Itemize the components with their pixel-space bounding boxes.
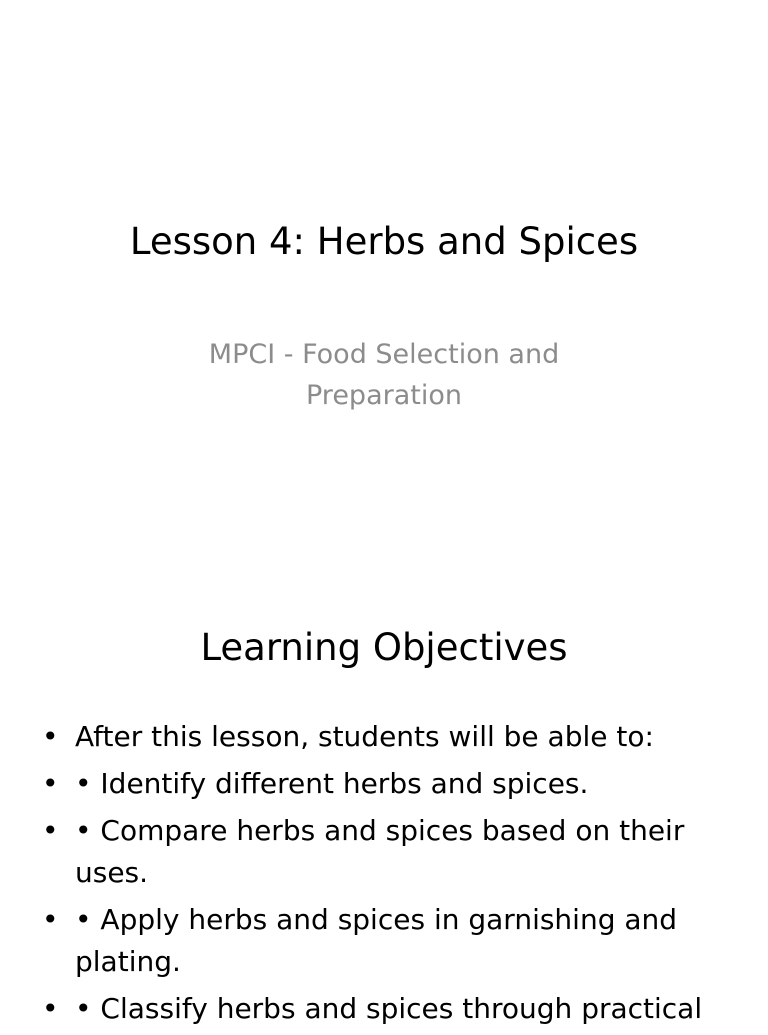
lesson-subtitle — [184, 334, 584, 416]
objective-text: • Identify different herbs and spices. — [75, 767, 589, 800]
objective-text: • Compare herbs and spices based on their uses. — [75, 814, 685, 889]
objective-text: • Classify herbs and spices through practical — [75, 992, 703, 1025]
objective-item — [40, 716, 720, 758]
objective-item — [40, 763, 720, 805]
lesson-title: Lesson 4: Herbs and Spices — [129, 220, 639, 263]
objective-text: After this lesson, students will be able to: — [75, 720, 654, 753]
bullet-icon: • — [42, 767, 59, 800]
objectives-slide — [0, 576, 768, 1024]
objective-item — [40, 810, 720, 894]
objective-item — [40, 899, 720, 983]
objective-text: • Apply herbs and spices in garnishing and plating. — [75, 903, 678, 978]
bullet-icon: • — [42, 992, 59, 1025]
objectives-list — [40, 716, 720, 1035]
objectives-title: Learning Objectives — [200, 626, 568, 669]
subtitle-line-1: MPCI - Food Selection and — [208, 339, 560, 370]
subtitle-line-2: Preparation — [306, 380, 462, 411]
bullet-icon: • — [42, 903, 59, 936]
bullet-icon: • — [42, 720, 59, 753]
bullet-icon: • — [42, 814, 59, 847]
